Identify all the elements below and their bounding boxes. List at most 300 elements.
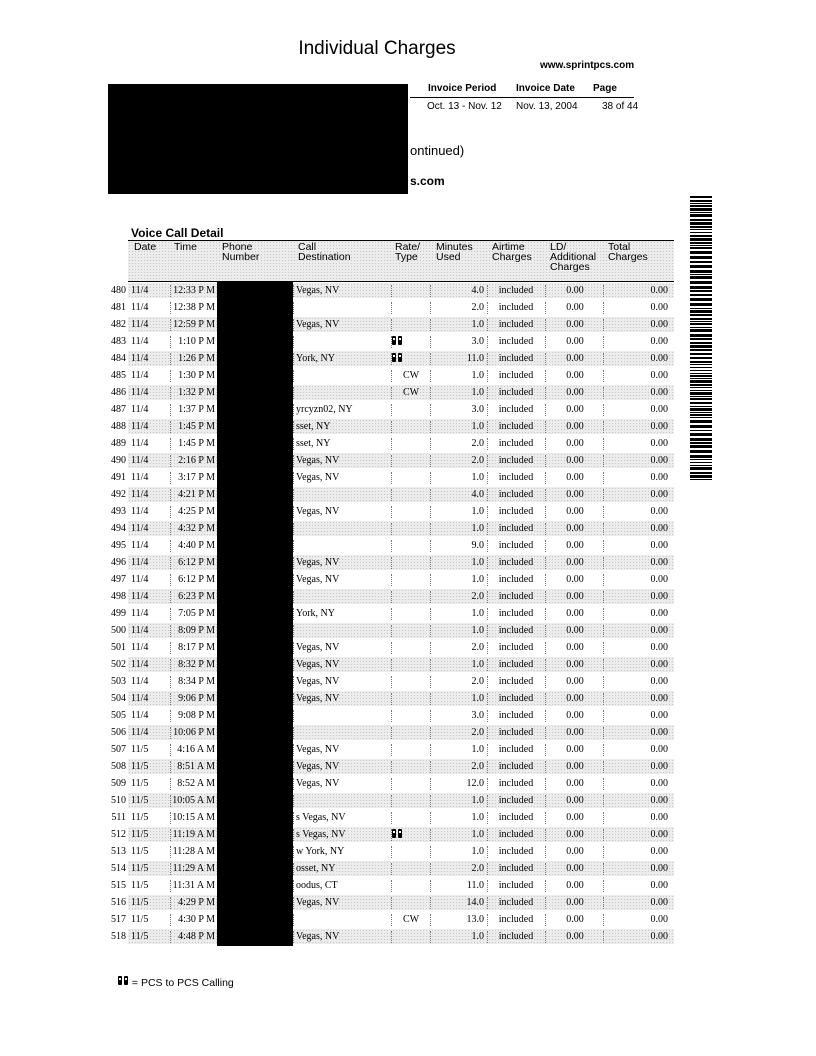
cell-airtime: included xyxy=(498,795,534,806)
cell-time: 8:17 P M xyxy=(178,642,215,653)
cell-date: 11/5 xyxy=(131,795,149,806)
cell-time: 7:05 P M xyxy=(178,608,215,619)
redacted-phone xyxy=(217,758,293,776)
table-row xyxy=(0,453,816,470)
page-title: Individual Charges xyxy=(298,38,456,59)
cell-date: 11/4 xyxy=(131,506,149,517)
cell-date: 11/4 xyxy=(131,727,149,738)
column-divider xyxy=(391,897,392,909)
cell-total: 0.00 xyxy=(650,812,668,823)
cell-total: 0.00 xyxy=(650,421,668,432)
cell-destination: oodus, CT xyxy=(296,880,338,891)
column-divider xyxy=(293,608,294,620)
column-divider xyxy=(293,421,294,433)
barcode-bar xyxy=(690,229,712,230)
cell-airtime: included xyxy=(498,421,534,432)
redacted-phone xyxy=(217,860,293,878)
barcode-bar xyxy=(690,270,712,273)
row-number: 517 xyxy=(111,914,126,925)
legend-text: = PCS to PCS Calling xyxy=(131,977,234,989)
column-divider xyxy=(545,540,546,552)
cell-airtime: included xyxy=(498,880,534,891)
cell-airtime: included xyxy=(498,659,534,670)
cell-destination: yrcyzn02, NY xyxy=(296,404,353,415)
column-divider xyxy=(391,931,392,943)
table-row xyxy=(0,895,816,912)
table-row xyxy=(0,300,816,317)
redacted-phone xyxy=(217,622,293,640)
cell-airtime: included xyxy=(498,693,534,704)
cell-total: 0.00 xyxy=(650,336,668,347)
column-divider xyxy=(293,795,294,807)
cell-total: 0.00 xyxy=(650,625,668,636)
column-divider xyxy=(293,506,294,518)
cell-date: 11/4 xyxy=(131,710,149,721)
cell-total: 0.00 xyxy=(650,387,668,398)
column-divider xyxy=(430,353,431,365)
cell-airtime: included xyxy=(498,710,534,721)
cell-ld: 0.00 xyxy=(566,370,584,381)
invoice-date-label: Invoice Date xyxy=(516,83,575,94)
column-divider xyxy=(391,302,392,314)
column-divider xyxy=(391,608,392,620)
row-number: 510 xyxy=(111,795,126,806)
cell-total: 0.00 xyxy=(650,319,668,330)
column-divider xyxy=(545,557,546,569)
cell-total: 0.00 xyxy=(650,914,668,925)
cell-date: 11/4 xyxy=(131,693,149,704)
column-divider xyxy=(391,506,392,518)
cell-destination: Vegas, NV xyxy=(296,557,340,568)
cell-total: 0.00 xyxy=(650,370,668,381)
cell-time: 9:08 P M xyxy=(178,710,215,721)
cell-airtime: included xyxy=(498,846,534,857)
table-row xyxy=(0,334,816,351)
column-divider xyxy=(545,846,546,858)
cell-time: 8:51 A M xyxy=(177,761,215,772)
column-divider xyxy=(545,421,546,433)
cell-destination: Vegas, NV xyxy=(296,285,340,296)
row-number: 499 xyxy=(111,608,126,619)
cell-airtime: included xyxy=(498,761,534,772)
table-row xyxy=(0,283,816,300)
cell-minutes: 1.0 xyxy=(471,557,484,568)
table-row xyxy=(0,844,816,861)
cell-ld: 0.00 xyxy=(566,506,584,517)
barcode-bar xyxy=(690,219,712,221)
column-divider xyxy=(430,455,431,467)
column-divider xyxy=(391,795,392,807)
column-divider xyxy=(545,710,546,722)
row-number: 494 xyxy=(111,523,126,534)
cell-minutes: 1.0 xyxy=(471,829,484,840)
cell-ld: 0.00 xyxy=(566,302,584,313)
column-divider xyxy=(391,846,392,858)
redacted-phone xyxy=(217,843,293,861)
col-header-airtime: Airtime Charges xyxy=(492,241,532,263)
cell-time: 6:12 P M xyxy=(178,574,215,585)
cell-date: 11/4 xyxy=(131,523,149,534)
pcs-to-pcs-icon xyxy=(392,353,403,363)
barcode-bar xyxy=(690,226,712,228)
column-divider xyxy=(293,455,294,467)
cell-time: 11:19 A M xyxy=(172,829,215,840)
cell-total: 0.00 xyxy=(650,880,668,891)
row-number: 484 xyxy=(111,353,126,364)
column-divider xyxy=(430,387,431,399)
column-divider xyxy=(545,795,546,807)
cell-destination: Vegas, NV xyxy=(296,897,340,908)
cell-date: 11/5 xyxy=(131,846,149,857)
table-row xyxy=(0,623,816,640)
column-divider xyxy=(391,591,392,603)
page-number-value: 38 of 44 xyxy=(602,101,639,112)
cell-ld: 0.00 xyxy=(566,931,584,942)
cell-airtime: included xyxy=(498,676,534,687)
col-header-phone: Phone Number xyxy=(222,241,260,263)
redaction-block xyxy=(108,84,408,194)
cell-destination: Vegas, NV xyxy=(296,319,340,330)
cell-total: 0.00 xyxy=(650,795,668,806)
column-divider xyxy=(430,642,431,654)
cell-airtime: included xyxy=(498,319,534,330)
website-label: www.sprintpcs.com xyxy=(540,60,635,71)
cell-total: 0.00 xyxy=(650,285,668,296)
column-divider xyxy=(293,659,294,671)
cell-rate-type: CW xyxy=(402,370,420,381)
cell-minutes: 1.0 xyxy=(471,625,484,636)
barcode-bar xyxy=(690,274,712,275)
cell-minutes: 3.0 xyxy=(471,336,484,347)
cell-airtime: included xyxy=(498,591,534,602)
cell-date: 11/4 xyxy=(131,642,149,653)
column-divider xyxy=(391,523,392,535)
column-divider xyxy=(430,659,431,671)
section-title: Voice Call Detail xyxy=(131,226,224,240)
cell-destination: w York, NY xyxy=(296,846,345,857)
barcode-bar xyxy=(690,251,712,254)
cell-airtime: included xyxy=(498,506,534,517)
cell-minutes: 1.0 xyxy=(471,693,484,704)
cell-minutes: 4.0 xyxy=(471,489,484,500)
cell-date: 11/4 xyxy=(131,591,149,602)
legend xyxy=(118,976,234,989)
column-divider xyxy=(545,693,546,705)
cell-total: 0.00 xyxy=(650,574,668,585)
cell-minutes: 2.0 xyxy=(471,591,484,602)
cell-date: 11/4 xyxy=(131,387,149,398)
continued-fragment: ontinued) xyxy=(410,143,465,158)
row-number: 491 xyxy=(111,472,126,483)
cell-date: 11/4 xyxy=(131,540,149,551)
invoice-date-value: Nov. 13, 2004 xyxy=(516,101,578,112)
cell-time: 10:06 P M xyxy=(173,727,215,738)
table-row xyxy=(0,912,816,929)
cell-total: 0.00 xyxy=(650,778,668,789)
redacted-phone xyxy=(217,299,293,317)
cell-airtime: included xyxy=(498,744,534,755)
column-divider xyxy=(293,812,294,824)
column-divider xyxy=(430,523,431,535)
table-row xyxy=(0,487,816,504)
column-divider xyxy=(293,897,294,909)
column-divider xyxy=(430,370,431,382)
cell-airtime: included xyxy=(498,829,534,840)
cell-date: 11/4 xyxy=(131,353,149,364)
cell-airtime: included xyxy=(498,557,534,568)
barcode-bar xyxy=(690,261,712,263)
column-divider xyxy=(430,540,431,552)
column-divider xyxy=(391,642,392,654)
table-row xyxy=(0,538,816,555)
column-divider xyxy=(545,574,546,586)
cell-date: 11/5 xyxy=(131,880,149,891)
table-row xyxy=(0,317,816,334)
column-divider xyxy=(545,676,546,688)
column-divider xyxy=(430,438,431,450)
barcode-bar xyxy=(690,245,712,246)
cell-time: 9:06 P M xyxy=(178,693,215,704)
column-divider xyxy=(391,540,392,552)
column-divider xyxy=(293,863,294,875)
cell-ld: 0.00 xyxy=(566,523,584,534)
cell-ld: 0.00 xyxy=(566,625,584,636)
cell-ld: 0.00 xyxy=(566,387,584,398)
cell-rate-type: CW xyxy=(402,914,420,925)
cell-total: 0.00 xyxy=(650,523,668,534)
cell-airtime: included xyxy=(498,642,534,653)
cell-minutes: 12.0 xyxy=(466,778,484,789)
cell-time: 6:12 P M xyxy=(178,557,215,568)
cell-total: 0.00 xyxy=(650,761,668,772)
column-divider xyxy=(545,863,546,875)
cell-time: 8:52 A M xyxy=(177,778,215,789)
column-divider xyxy=(293,676,294,688)
column-divider xyxy=(545,642,546,654)
column-divider xyxy=(545,523,546,535)
cell-date: 11/5 xyxy=(131,863,149,874)
cell-date: 11/5 xyxy=(131,761,149,772)
redacted-phone xyxy=(217,503,293,521)
cell-ld: 0.00 xyxy=(566,608,584,619)
column-divider xyxy=(430,778,431,790)
column-divider xyxy=(430,897,431,909)
column-divider xyxy=(293,761,294,773)
column-divider xyxy=(430,744,431,756)
cell-destination: Vegas, NV xyxy=(296,506,340,517)
cell-date: 11/5 xyxy=(131,931,149,942)
redacted-phone xyxy=(217,588,293,606)
cell-destination: Vegas, NV xyxy=(296,778,340,789)
column-divider xyxy=(545,659,546,671)
cell-total: 0.00 xyxy=(650,710,668,721)
barcode-bar xyxy=(690,196,712,198)
column-divider xyxy=(391,710,392,722)
table-row xyxy=(0,793,816,810)
table-row xyxy=(0,385,816,402)
cell-time: 12:38 P M xyxy=(173,302,215,313)
cell-minutes: 2.0 xyxy=(471,863,484,874)
column-divider xyxy=(391,557,392,569)
cell-airtime: included xyxy=(498,353,534,364)
column-divider xyxy=(545,778,546,790)
column-divider xyxy=(430,846,431,858)
cell-ld: 0.00 xyxy=(566,846,584,857)
row-number: 493 xyxy=(111,506,126,517)
cell-date: 11/5 xyxy=(131,829,149,840)
column-divider xyxy=(545,625,546,637)
column-divider xyxy=(293,489,294,501)
redacted-phone xyxy=(217,911,293,929)
column-divider xyxy=(391,472,392,484)
cell-destination: Vegas, NV xyxy=(296,455,340,466)
row-number: 497 xyxy=(111,574,126,585)
column-divider xyxy=(545,302,546,314)
cell-ld: 0.00 xyxy=(566,438,584,449)
row-number: 487 xyxy=(111,404,126,415)
column-divider xyxy=(293,931,294,943)
cell-ld: 0.00 xyxy=(566,472,584,483)
col-header-total: Total Charges xyxy=(608,241,648,263)
table-row xyxy=(0,878,816,895)
row-number: 504 xyxy=(111,693,126,704)
column-divider xyxy=(293,557,294,569)
cell-total: 0.00 xyxy=(650,608,668,619)
column-divider xyxy=(430,489,431,501)
cell-time: 4:16 A M xyxy=(177,744,215,755)
redacted-phone xyxy=(217,826,293,844)
column-divider xyxy=(391,676,392,688)
column-divider xyxy=(293,591,294,603)
row-number: 486 xyxy=(111,387,126,398)
redacted-phone xyxy=(217,690,293,708)
col-header-time: Time xyxy=(174,241,197,253)
redacted-phone xyxy=(217,401,293,419)
column-divider xyxy=(545,829,546,841)
cell-destination: Vegas, NV xyxy=(296,761,340,772)
table-row xyxy=(0,827,816,844)
row-number: 500 xyxy=(111,625,126,636)
cell-ld: 0.00 xyxy=(566,812,584,823)
cell-time: 3:17 P M xyxy=(178,472,215,483)
cell-total: 0.00 xyxy=(650,863,668,874)
cell-destination: York, NY xyxy=(296,608,335,619)
row-number: 481 xyxy=(111,302,126,313)
cell-destination: York, NY xyxy=(296,353,335,364)
column-divider xyxy=(391,489,392,501)
redacted-phone xyxy=(217,469,293,487)
table-row xyxy=(0,572,816,589)
cell-ld: 0.00 xyxy=(566,914,584,925)
barcode-bar xyxy=(690,247,712,249)
column-divider xyxy=(391,404,392,416)
redacted-phone xyxy=(217,316,293,334)
redacted-phone xyxy=(217,605,293,623)
column-divider xyxy=(391,880,392,892)
column-divider xyxy=(430,608,431,620)
column-divider xyxy=(293,693,294,705)
barcode-bar xyxy=(690,235,712,237)
column-divider xyxy=(430,795,431,807)
cell-rate-type xyxy=(392,353,430,366)
redacted-phone xyxy=(217,894,293,912)
cell-minutes: 2.0 xyxy=(471,761,484,772)
cell-ld: 0.00 xyxy=(566,761,584,772)
cell-date: 11/4 xyxy=(131,455,149,466)
cell-date: 11/5 xyxy=(131,914,149,925)
column-divider xyxy=(545,914,546,926)
col-header-minutes: Minutes Used xyxy=(436,241,473,263)
redacted-phone xyxy=(217,707,293,725)
cell-date: 11/4 xyxy=(131,608,149,619)
cell-ld: 0.00 xyxy=(566,319,584,330)
cell-airtime: included xyxy=(498,370,534,381)
table-row xyxy=(0,674,816,691)
site-fragment: s.com xyxy=(410,174,445,188)
column-divider xyxy=(545,353,546,365)
column-divider xyxy=(293,829,294,841)
redacted-phone xyxy=(217,282,293,300)
cell-airtime: included xyxy=(498,812,534,823)
cell-destination: s Vegas, NV xyxy=(296,829,346,840)
column-divider xyxy=(430,506,431,518)
cell-minutes: 9.0 xyxy=(471,540,484,551)
cell-time: 1:45 P M xyxy=(178,438,215,449)
cell-time: 11:29 A M xyxy=(172,863,215,874)
cell-ld: 0.00 xyxy=(566,489,584,500)
column-divider xyxy=(545,608,546,620)
row-number: 489 xyxy=(111,438,126,449)
redacted-phone xyxy=(217,741,293,759)
column-divider xyxy=(545,438,546,450)
cell-time: 4:25 P M xyxy=(178,506,215,517)
cell-minutes: 2.0 xyxy=(471,438,484,449)
column-divider xyxy=(430,761,431,773)
cell-time: 10:15 A M xyxy=(172,812,215,823)
table-row xyxy=(0,351,816,368)
row-number: 483 xyxy=(111,336,126,347)
column-divider xyxy=(293,642,294,654)
row-number: 507 xyxy=(111,744,126,755)
col-header-date: Date xyxy=(134,241,157,253)
cell-time: 4:32 P M xyxy=(178,523,215,534)
cell-rate-type xyxy=(392,829,430,842)
cell-time: 12:59 P M xyxy=(173,319,215,330)
cell-ld: 0.00 xyxy=(566,574,584,585)
column-divider xyxy=(391,438,392,450)
cell-rate-type: CW xyxy=(402,387,420,398)
column-divider xyxy=(293,523,294,535)
cell-time: 4:30 P M xyxy=(178,914,215,925)
cell-ld: 0.00 xyxy=(566,897,584,908)
column-divider xyxy=(545,319,546,331)
redacted-phone xyxy=(217,928,293,946)
barcode-bar xyxy=(690,265,712,268)
pcs-to-pcs-icon xyxy=(392,829,403,839)
column-divider xyxy=(430,812,431,824)
column-divider xyxy=(545,880,546,892)
cell-minutes: 2.0 xyxy=(471,676,484,687)
cell-airtime: included xyxy=(498,574,534,585)
column-divider xyxy=(430,880,431,892)
cell-total: 0.00 xyxy=(650,489,668,500)
cell-date: 11/4 xyxy=(131,489,149,500)
row-number: 485 xyxy=(111,370,126,381)
column-divider xyxy=(391,727,392,739)
cell-ld: 0.00 xyxy=(566,591,584,602)
cell-destination: Vegas, NV xyxy=(296,659,340,670)
column-divider xyxy=(545,897,546,909)
